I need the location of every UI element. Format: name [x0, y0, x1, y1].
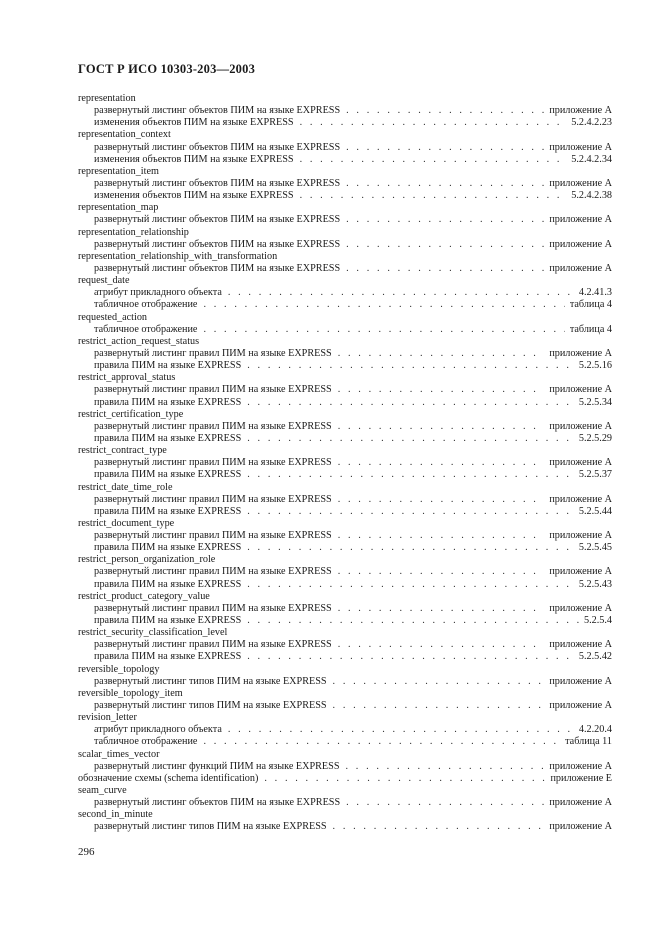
- entry-reference: таблица 4: [569, 323, 612, 335]
- dot-leader: [264, 773, 545, 785]
- entry-reference: 5.2.4.2.34: [571, 153, 612, 165]
- index-entry: [78, 239, 612, 251]
- entry-reference: приложение А: [549, 675, 612, 687]
- index-entry: [78, 651, 612, 663]
- entry-label: правила ПИМ на языке EXPRESS: [94, 360, 242, 372]
- entry-reference: приложение А: [549, 262, 612, 274]
- dot-leader: [300, 154, 567, 166]
- entry-label: правила ПИМ на языке EXPRESS: [94, 615, 242, 627]
- entry-reference: приложение А: [549, 141, 612, 153]
- index-entry: [78, 821, 612, 833]
- index-entry: [78, 457, 612, 469]
- entry-label: развернутый листинг объектов ПИМ на языке EXPRESS: [94, 177, 341, 189]
- entry-label: атрибут прикладного объекта: [94, 287, 222, 299]
- index-entry: [78, 579, 612, 591]
- entry-reference: 5.2.5.44: [578, 505, 612, 517]
- dot-leader: [333, 676, 545, 688]
- running-header: ГОСТ Р ИСО 10303-203—2003: [78, 62, 256, 76]
- dot-leader: [346, 178, 544, 190]
- index-entry: [78, 397, 612, 409]
- index-entry: [78, 494, 612, 506]
- entry-reference: приложение А: [549, 214, 612, 226]
- index-entry: [78, 324, 612, 336]
- index-term: restrict_document_type: [78, 517, 175, 529]
- dot-leader: [247, 542, 574, 554]
- index-entry: [78, 142, 612, 154]
- entry-reference: приложение А: [549, 760, 612, 772]
- index-entry: [78, 384, 612, 396]
- index-entry: [78, 797, 612, 809]
- dot-leader: [346, 105, 544, 117]
- index-entry: [78, 724, 612, 736]
- entry-reference: таблица 4: [569, 299, 612, 311]
- entry-label: развернутый листинг правил ПИМ на языке EXPRESS: [94, 566, 332, 578]
- entry-reference: приложение А: [549, 238, 612, 250]
- index-entry: [78, 214, 612, 226]
- index-term: restrict_security_classification_level: [78, 627, 228, 639]
- index-term: second_in_minute: [78, 809, 153, 821]
- index-entry: [78, 676, 612, 688]
- dot-leader: [247, 651, 574, 663]
- index-term: representation_context: [78, 129, 171, 141]
- index-term: scalar_times_vector: [78, 748, 160, 760]
- dot-leader: [346, 214, 544, 226]
- entry-label: развернутый листинг правил ПИМ на языке EXPRESS: [94, 639, 332, 651]
- entry-reference: приложение А: [549, 493, 612, 505]
- index-term: representation: [78, 93, 136, 104]
- index-term: reversible_topology_item: [78, 687, 183, 699]
- entry-reference: 4.2.41.3: [578, 287, 612, 299]
- dot-leader: [346, 263, 544, 275]
- dot-leader: [203, 299, 564, 311]
- index-term: representation_map: [78, 202, 159, 214]
- entry-reference: 5.2.5.45: [578, 542, 612, 554]
- entry-label: развернутый листинг типов ПИМ на языке EXPRESS: [94, 700, 327, 712]
- dot-leader: [300, 190, 567, 202]
- entry-reference: приложение А: [549, 700, 612, 712]
- index-entry: [78, 615, 612, 627]
- index-term: restrict_contract_type: [78, 445, 167, 457]
- entry-label: изменения объектов ПИМ на языке EXPRESS: [94, 153, 294, 165]
- dot-leader: [333, 821, 545, 833]
- dot-leader: [338, 603, 545, 615]
- index-entry: [78, 773, 612, 785]
- entry-label: развернутый листинг функций ПИМ на языке EXPRESS: [94, 760, 340, 772]
- entry-reference: 5.2.5.16: [578, 360, 612, 372]
- entry-reference: приложение А: [549, 105, 612, 117]
- entry-reference: приложение А: [549, 602, 612, 614]
- index-entry: [78, 360, 612, 372]
- entry-reference: приложение А: [549, 797, 612, 809]
- dot-leader: [247, 506, 574, 518]
- entry-reference: приложение А: [549, 530, 612, 542]
- dot-leader: [338, 639, 545, 651]
- alphabetical-index: [78, 93, 612, 834]
- dot-leader: [346, 239, 544, 251]
- dot-leader: [338, 530, 545, 542]
- entry-reference: 4.2.20.4: [578, 724, 612, 736]
- entry-label: развернутый листинг объектов ПИМ на языке EXPRESS: [94, 262, 341, 274]
- entry-reference: 5.2.5.42: [578, 651, 612, 663]
- dot-leader: [228, 287, 574, 299]
- dot-leader: [338, 348, 545, 360]
- index-term: restrict_date_time_role: [78, 481, 173, 493]
- dot-leader: [247, 579, 574, 591]
- entry-label: обозначение схемы (schema identification): [78, 772, 259, 784]
- entry-label: развернутый листинг правил ПИМ на языке EXPRESS: [94, 457, 332, 469]
- dot-leader: [346, 142, 544, 154]
- entry-reference: приложение А: [549, 821, 612, 833]
- dot-leader: [247, 433, 574, 445]
- index-entry: [78, 433, 612, 445]
- entry-reference: 5.2.5.29: [578, 432, 612, 444]
- dot-leader: [247, 360, 574, 372]
- dot-leader: [203, 324, 564, 336]
- entry-label: правила ПИМ на языке EXPRESS: [94, 651, 242, 663]
- entry-reference: 5.2.5.43: [578, 578, 612, 590]
- index-entry: [78, 105, 612, 117]
- dot-leader: [333, 700, 545, 712]
- entry-label: развернутый листинг объектов ПИМ на языке EXPRESS: [94, 214, 341, 226]
- index-entry: [78, 506, 612, 518]
- index-term: request_date: [78, 275, 130, 287]
- entry-label: табличное отображение: [94, 736, 198, 748]
- dot-leader: [247, 615, 579, 627]
- entry-label: правила ПИМ на языке EXPRESS: [94, 469, 242, 481]
- index-entry: [78, 542, 612, 554]
- entry-reference: приложение А: [549, 420, 612, 432]
- dot-leader: [203, 736, 560, 748]
- index-entry: [78, 530, 612, 542]
- entry-reference: приложение А: [549, 384, 612, 396]
- dot-leader: [338, 494, 545, 506]
- index-entry: [78, 263, 612, 275]
- entry-reference: 5.2.5.37: [578, 469, 612, 481]
- index-term: representation_item: [78, 165, 159, 177]
- index-entry: [78, 178, 612, 190]
- index-entry: [78, 469, 612, 481]
- entry-label: правила ПИМ на языке EXPRESS: [94, 578, 242, 590]
- index-entry: [78, 421, 612, 433]
- dot-leader: [247, 469, 574, 481]
- entry-label: развернутый листинг правил ПИМ на языке EXPRESS: [94, 530, 332, 542]
- index-entry: [78, 700, 612, 712]
- dot-leader: [338, 421, 545, 433]
- dot-leader: [338, 457, 545, 469]
- entry-label: развернутый листинг правил ПИМ на языке EXPRESS: [94, 420, 332, 432]
- entry-reference: 5.2.4.2.38: [571, 190, 612, 202]
- entry-label: развернутый листинг объектов ПИМ на языке EXPRESS: [94, 105, 341, 117]
- entry-label: табличное отображение: [94, 323, 198, 335]
- dot-leader: [346, 797, 544, 809]
- index-term: restrict_approval_status: [78, 372, 176, 384]
- entry-reference: приложение А: [549, 347, 612, 359]
- index-term: representation_relationship_with_transformation: [78, 250, 278, 262]
- index-entry: [78, 603, 612, 615]
- entry-reference: таблица 11: [565, 736, 612, 748]
- entry-reference: 5.2.4.2.23: [571, 117, 612, 129]
- entry-label: правила ПИМ на языке EXPRESS: [94, 396, 242, 408]
- index-term: revision_letter: [78, 712, 137, 724]
- entry-label: правила ПИМ на языке EXPRESS: [94, 505, 242, 517]
- entry-label: развернутый листинг правил ПИМ на языке EXPRESS: [94, 493, 332, 505]
- dot-leader: [345, 761, 544, 773]
- entry-label: развернутый листинг правил ПИМ на языке EXPRESS: [94, 384, 332, 396]
- index-entry: [78, 190, 612, 202]
- entry-reference: приложение А: [549, 639, 612, 651]
- index-entry: [78, 736, 612, 748]
- entry-label: атрибут прикладного объекта: [94, 724, 222, 736]
- index-entry: [78, 299, 612, 311]
- index-term: restrict_certification_type: [78, 408, 184, 420]
- entry-reference: приложение А: [549, 457, 612, 469]
- entry-reference: приложение Е: [550, 772, 612, 784]
- index-term: restrict_person_organization_role: [78, 554, 216, 566]
- entry-label: табличное отображение: [94, 299, 198, 311]
- entry-reference: приложение А: [549, 177, 612, 189]
- entry-label: развернутый листинг объектов ПИМ на языке EXPRESS: [94, 238, 341, 250]
- index-term: restrict_action_request_status: [78, 335, 200, 347]
- entry-reference: приложение А: [549, 566, 612, 578]
- index-term: requested_action: [78, 311, 148, 323]
- dot-leader: [300, 117, 567, 129]
- entry-label: изменения объектов ПИМ на языке EXPRESS: [94, 190, 294, 202]
- dot-leader: [247, 397, 574, 409]
- index-entry: [78, 639, 612, 651]
- entry-label: развернутый листинг правил ПИМ на языке EXPRESS: [94, 347, 332, 359]
- index-entry: [78, 761, 612, 773]
- entry-label: развернутый листинг типов ПИМ на языке EXPRESS: [94, 675, 327, 687]
- dot-leader: [228, 724, 574, 736]
- entry-label: развернутый листинг объектов ПИМ на языке EXPRESS: [94, 141, 341, 153]
- dot-leader: [338, 384, 545, 396]
- entry-label: изменения объектов ПИМ на языке EXPRESS: [94, 117, 294, 129]
- entry-reference: 5.2.5.34: [578, 396, 612, 408]
- entry-label: развернутый листинг объектов ПИМ на языке EXPRESS: [94, 797, 341, 809]
- index-term: representation_relationship: [78, 226, 189, 238]
- index-term: reversible_topology: [78, 663, 160, 675]
- index-entry: [78, 117, 612, 129]
- index-term: restrict_product_category_value: [78, 590, 210, 602]
- dot-leader: [338, 566, 545, 578]
- page-number: 296: [78, 846, 95, 858]
- entry-label: правила ПИМ на языке EXPRESS: [94, 432, 242, 444]
- index-term: seam_curve: [78, 785, 127, 797]
- entry-label: правила ПИМ на языке EXPRESS: [94, 542, 242, 554]
- index-entry: [78, 287, 612, 299]
- entry-label: развернутый листинг правил ПИМ на языке EXPRESS: [94, 602, 332, 614]
- entry-label: развернутый листинг типов ПИМ на языке EXPRESS: [94, 821, 327, 833]
- entry-reference: 5.2.5.4: [583, 615, 612, 627]
- index-entry: [78, 348, 612, 360]
- index-entry: [78, 566, 612, 578]
- index-entry: [78, 154, 612, 166]
